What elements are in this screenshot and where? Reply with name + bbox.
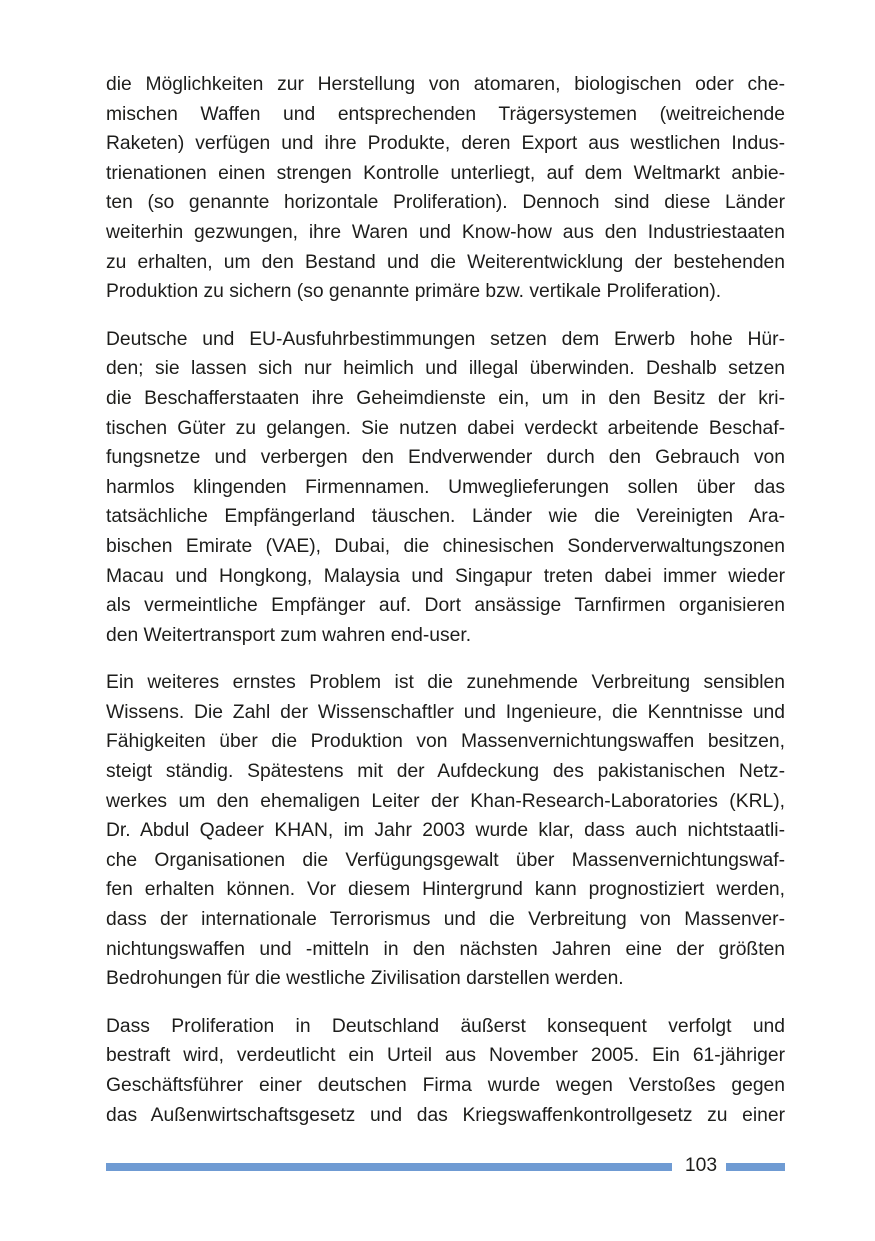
text-line: tatsächliche Empfängerland täuschen. Länder wie die Vereinigten Ara- (106, 506, 785, 528)
text-line: Raketen) verfügen und ihre Produkte, deren Export aus westlichen Indus- (106, 133, 785, 155)
paragraph-3 (106, 668, 785, 994)
text-line: harmlos klingenden Firmennamen. Umweglieferungen sollen über das (106, 476, 785, 498)
text-line: den; sie lassen sich nur heimlich und illegal überwinden. Deshalb setzen (106, 358, 785, 380)
text-line: ten (so genannte horizontale Proliferation). Dennoch sind diese Länder (106, 192, 785, 214)
text-line: Geschäftsführer einer deutschen Firma wurde wegen Verstoßes gegen (106, 1075, 785, 1096)
text-line: Dr. Abdul Qadeer KHAN, im Jahr 2003 wurde klar, dass auch nichtstaatli- (106, 820, 785, 842)
paragraph-2 (106, 325, 785, 651)
body-text (106, 70, 785, 1148)
text-line: bestraft wird, verdeutlicht ein Urteil aus November 2005. Ein 61-jähriger (106, 1045, 785, 1067)
text-line: Produktion zu sichern (so genannte primäre bzw. vertikale Proliferation). (106, 281, 722, 303)
text-line: die Beschafferstaaten ihre Geheimdienste ein, um in den Besitz der kri- (106, 387, 785, 409)
text-line: steigt ständig. Spätestens mit der Aufdeckung des pakistanischen Netz- (106, 761, 785, 783)
text-line: Ein weiteres ernstes Problem ist die zunehmende Verbreitung sensiblen (106, 672, 785, 694)
text-line: dass der internationale Terrorismus und die Verbreitung von Massenver- (106, 909, 785, 931)
text-line: weiterhin gezwungen, ihre Waren und Know-how aus den Industriestaaten (106, 221, 785, 243)
text-line: als vermeintliche Empfänger auf. Dort ansässige Tarnfirmen organisieren (106, 595, 785, 617)
text-line: bischen Emirate (VAE), Dubai, die chinesischen Sonderverwaltungszonen (106, 535, 785, 557)
text-line: Deutsche und EU-Ausfuhrbestimmungen setzen dem Erwerb hohe Hür- (106, 328, 785, 350)
text-line: zu erhalten, um den Bestand und die Weiterentwicklung der bestehenden (106, 251, 785, 273)
footer-rule-right (726, 1163, 785, 1171)
text-line: Fähigkeiten über die Produktion von Massenvernichtungswaffen besitzen, (106, 731, 785, 753)
paragraph-4 (106, 1012, 785, 1130)
text-line: tischen Güter zu gelangen. Sie nutzen dabei verdeckt arbeitende Beschaf- (106, 417, 785, 439)
text-line: che Organisationen die Verfügungsgewalt über Massenvernichtungswaf- (106, 849, 785, 871)
text-line: mischen Waffen und entsprechenden Trägersystemen (weitreichende (106, 103, 785, 125)
page-number: 103 (684, 1155, 718, 1176)
text-line: werkes um den ehemaligen Leiter der Khan-Research-Laboratories (KRL), (106, 790, 785, 812)
text-line: den Weitertransport zum wahren end-user. (106, 624, 472, 646)
text-line: Bedrohungen für die westliche Zivilisation darstellen werden. (106, 968, 624, 990)
text-line: nichtungswaffen und -mitteln in den nächsten Jahren eine der größten (106, 938, 785, 960)
text-line: Macau und Hongkong, Malaysia und Singapur treten dabei immer wieder (106, 565, 785, 587)
text-line: Dass Proliferation in Deutschland äußerst konsequent verfolgt und (106, 1015, 785, 1037)
text-line: fen erhalten können. Vor diesem Hintergrund kann prognostiziert werden, (106, 879, 785, 901)
footer-rule-left (106, 1163, 672, 1171)
text-line: das Außenwirtschaftsgesetz und das Kriegswaffenkontrollgesetz zu einer (106, 1104, 785, 1126)
page-footer (106, 1152, 785, 1180)
text-line: Wissens. Die Zahl der Wissenschaftler und Ingenieure, die Kenntnisse und (106, 701, 785, 723)
text-line: die Möglichkeiten zur Herstellung von atomaren, biologischen oder che- (106, 74, 785, 95)
paragraph-1 (106, 70, 785, 307)
text-line: fungsnetze und verbergen den Endverwender durch den Gebrauch von (106, 447, 785, 469)
text-line: trienationen einen strengen Kontrolle unterliegt, auf dem Weltmarkt anbie- (106, 162, 785, 184)
